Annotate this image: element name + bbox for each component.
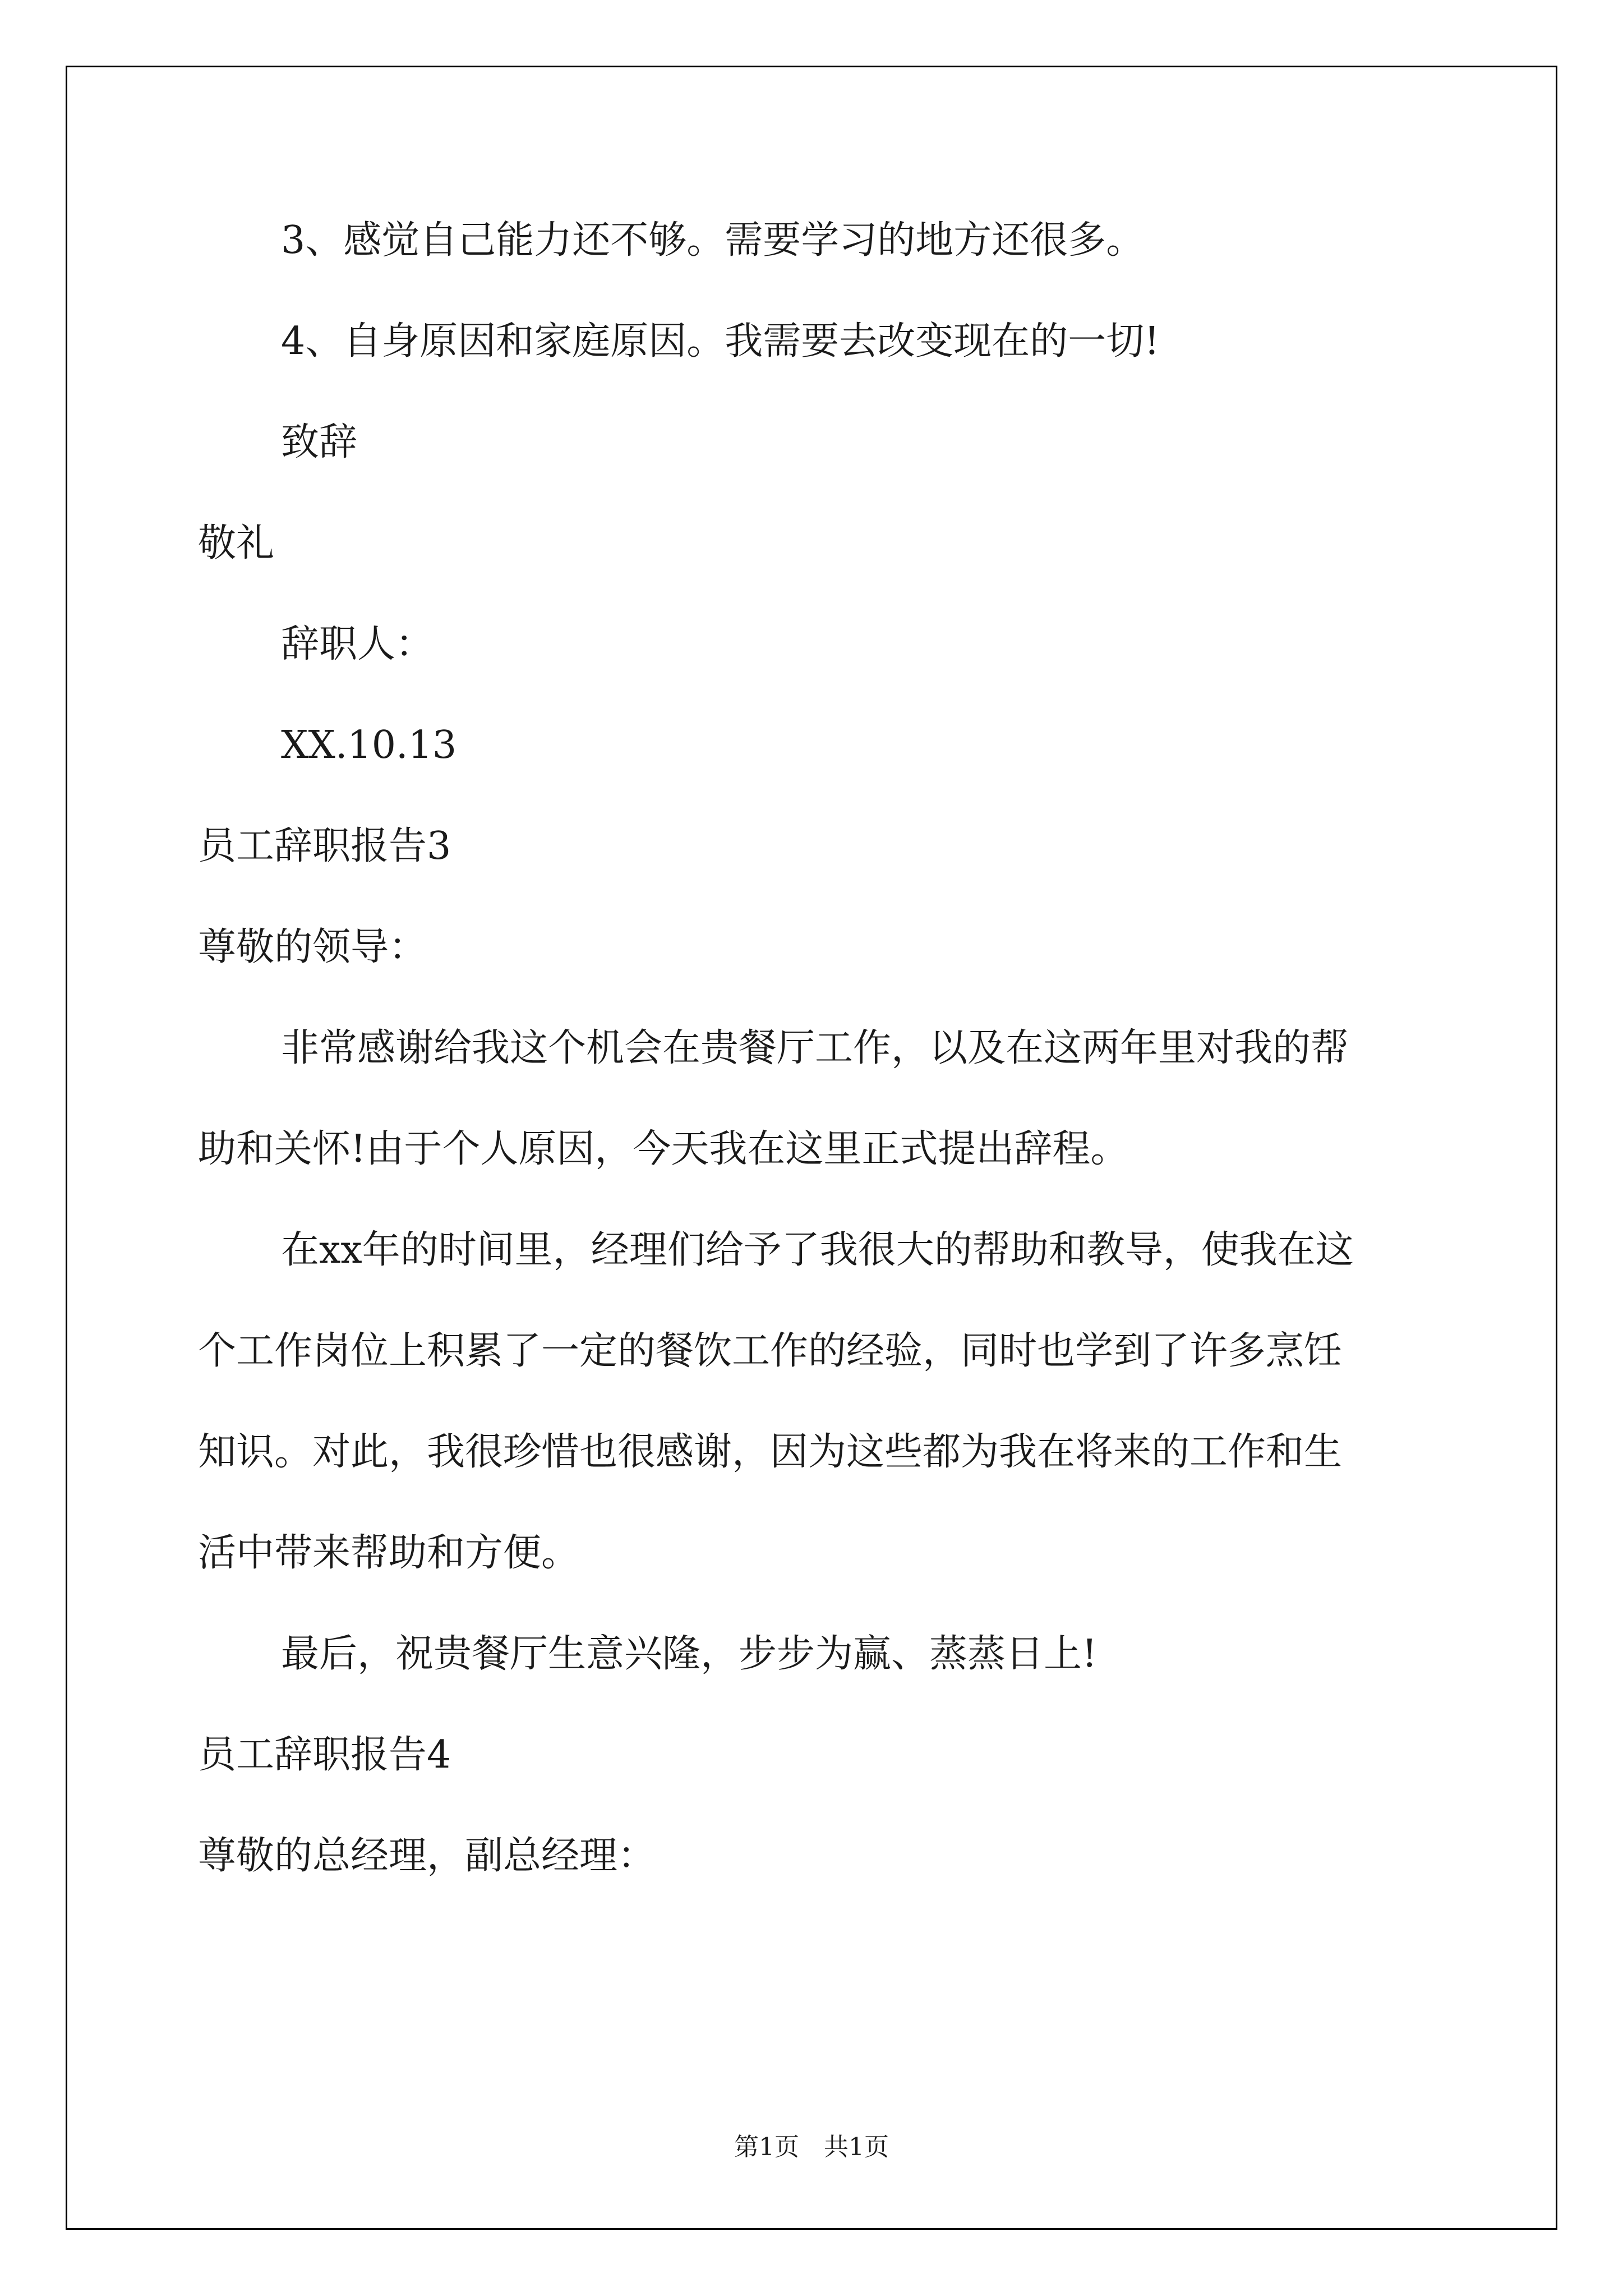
text-line: 活中带来帮助和方便。 [198, 1531, 580, 1575]
text-line: 个工作岗位上积累了一定的餐饮工作的经验，同时也学到了许多烹饪 [198, 1329, 1343, 1373]
text-line: 敬礼 [198, 521, 275, 565]
text-line: 知识。对此，我很珍惜也很感谢，因为这些都为我在将来的工作和生 [198, 1430, 1343, 1474]
text-line: 4、自身原因和家庭原因。我需要去改变现在的一切! [281, 319, 1160, 364]
text-line: 在xx年的时间里，经理们给予了我很大的帮助和教导，使我在这 [281, 1228, 1354, 1272]
text-line: 助和关怀!由于个人原因，今天我在这里正式提出辞程。 [198, 1127, 1129, 1171]
text-line: 致辞 [281, 420, 358, 464]
page-footer: 第1页 共1页 [734, 2133, 889, 2161]
salutation: 尊敬的领导： [198, 925, 427, 969]
text-line: 非常感谢给我这个机会在贵餐厅工作，以及在这两年里对我的帮 [281, 1026, 1349, 1070]
text-line: 3、感觉自己能力还不够。需要学习的地方还很多。 [281, 218, 1145, 263]
text-line: 辞职人： [281, 622, 434, 666]
text-line: 最后，祝贵餐厅生意兴隆，步步为赢、蒸蒸日上! [281, 1632, 1098, 1676]
salutation: 尊敬的总经理，副总经理： [198, 1834, 656, 1878]
section-heading: 员工辞职报告3 [198, 824, 451, 868]
section-heading: 员工辞职报告4 [198, 1733, 451, 1777]
date-line: XX.10.13 [281, 723, 457, 767]
